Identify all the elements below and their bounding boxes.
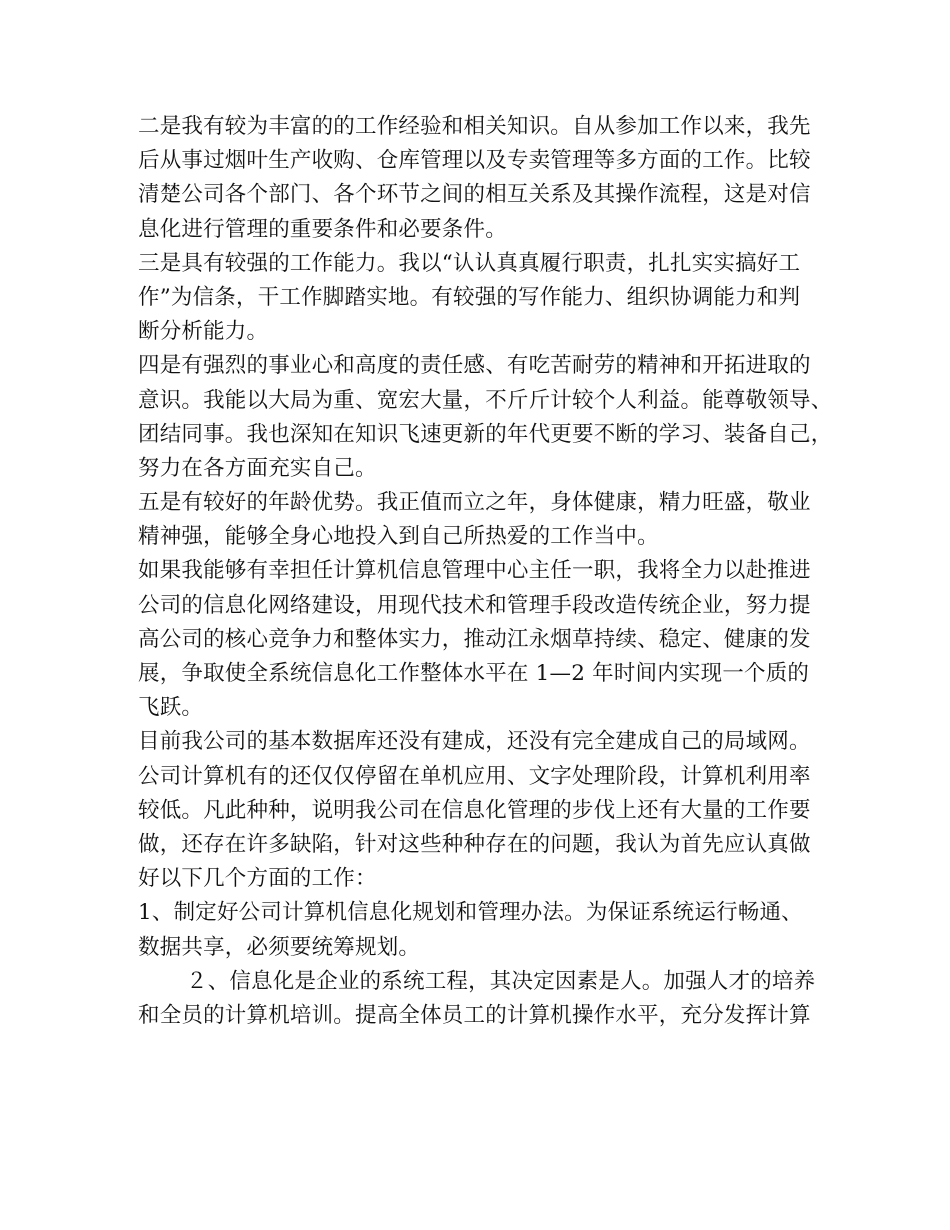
text-line: 好以下几个方面的工作： bbox=[138, 866, 377, 892]
text-line: 数据共享，必须要统筹规划。 bbox=[138, 934, 421, 960]
text-line: 较低。凡此种种，说明我公司在信息化管理的步伐上还有大量的工作要 bbox=[138, 797, 811, 823]
text-line: 三是具有较强的工作能力。我以“认认真真履行职责，扎扎实实搞好工 bbox=[138, 250, 801, 276]
text-line: 精神强，能够全身心地投入到自己所热爱的工作当中。 bbox=[138, 524, 659, 550]
text-line: 作”为信条，干工作脚踏实地。有较强的写作能力、组织协调能力和判 bbox=[138, 284, 801, 310]
text-line: 公司计算机有的还仅仅停留在单机应用、文字处理阶段，计算机利用率 bbox=[138, 763, 811, 789]
text-line: 1、制定好公司计算机信息化规划和管理办法。为保证系统运行畅通、 bbox=[138, 900, 803, 926]
text-line: 五是有较好的年龄优势。我正值而立之年，身体健康，精力旺盛，敬业 bbox=[138, 490, 811, 516]
text-line: 和全员的计算机培训。提高全体员工的计算机操作水平，充分发挥计算 bbox=[138, 1002, 811, 1028]
document-body bbox=[138, 110, 833, 1033]
text-line: 清楚公司各个部门、各个环节之间的相互关系及其操作流程，这是对信 bbox=[138, 182, 811, 208]
text-line: 公司的信息化网络建设，用现代技术和管理手段改造传统企业，努力提 bbox=[138, 592, 811, 618]
text-line: 意识。我能以大局为重、宽宏大量，不斤斤计较个人利益。能尊敬领导、 bbox=[138, 387, 833, 413]
text-line: 息化进行管理的重要条件和必要条件。 bbox=[138, 216, 507, 242]
text-line: 四是有强烈的事业心和高度的责任感、有吃苦耐劳的精神和开拓进取的 bbox=[138, 353, 811, 379]
text-line: 目前我公司的基本数据库还没有建成，还没有完全建成自己的局域网。 bbox=[138, 729, 811, 755]
text-line: 断分析能力。 bbox=[138, 319, 269, 345]
text-line: 飞跃。 bbox=[138, 695, 204, 721]
text-line: 高公司的核心竞争力和整体实力，推动江永烟草持续、稳定、健康的发 bbox=[138, 626, 811, 652]
text-line: 如果我能够有幸担任计算机信息管理中心主任一职，我将全力以赴推进 bbox=[138, 558, 811, 584]
text-line: 展，争取使全系统信息化工作整体水平在 1—2 年时间内实现一个质的 bbox=[138, 661, 810, 686]
text-line: 努力在各方面充实自己。 bbox=[138, 455, 377, 481]
text-line: 做，还存在许多缺陷，针对这些种种存在的问题，我认为首先应认真做 bbox=[138, 831, 811, 857]
text-line: 后从事过烟叶生产收购、仓库管理以及专卖管理等多方面的工作。比较 bbox=[138, 148, 811, 174]
text-line: 二是我有较为丰富的的工作经验和相关知识。自从参加工作以来，我先 bbox=[138, 114, 811, 139]
text-line-indented: ２、信息化是企业的系统工程，其决定因素是人。加强人才的培养 bbox=[186, 968, 816, 994]
text-line: 团结同事。我也深知在知识飞速更新的年代更要不断的学习、装备自己， bbox=[138, 421, 833, 447]
